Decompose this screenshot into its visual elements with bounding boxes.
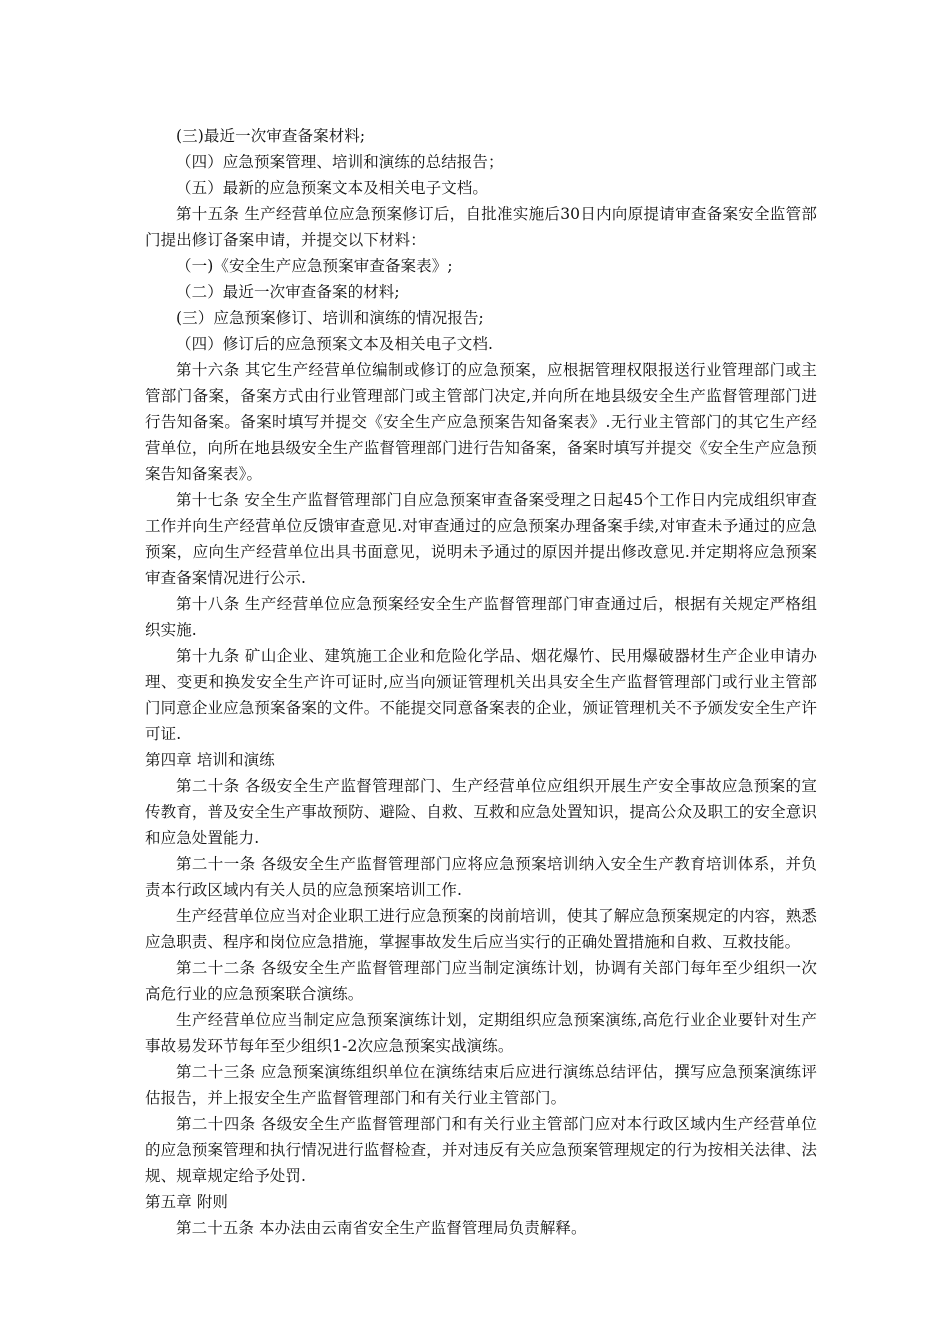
- article-paragraph: 第二十条 各级安全生产监督管理部门、生产经营单位应组织开展生产安全事故应急预案的宣传教育，普及安全生产事故预防、避险、自救、互救和应急处置知识，提高公众及职工的安全意识和应急处置能力.: [145, 777, 817, 847]
- article-paragraph: 第二十二条 各级安全生产监督管理部门应当制定演练计划，协调有关部门每年至少组织一次高危行业的应急预案联合演练。: [145, 959, 817, 1003]
- list-item: （五）最新的应急预案文本及相关电子文档。: [176, 179, 489, 197]
- document-body: [145, 123, 817, 1241]
- article-paragraph: 生产经营单位应当对企业职工进行应急预案的岗前培训，使其了解应急预案规定的内容，熟悉应急职责、程序和岗位应急措施，掌握事故发生后应当实行的正确处置措施和自救、互救技能。: [145, 907, 817, 951]
- chapter-heading: 第四章 培训和演练: [145, 751, 275, 769]
- list-item: （一)《安全生产应急预案审查备案表》;: [176, 257, 453, 275]
- article-paragraph: 第十九条 矿山企业、建筑施工企业和危险化学品、烟花爆竹、民用爆破器材生产企业申请办理、变更和换发安全生产许可证时,应当向颁证管理机关出具安全生产监督管理部门或行业主管部门同意企业应急预案备案的文件。不能提交同意备案表的企业，颁证管理机关不予颁发安全生产许可证.: [145, 647, 817, 743]
- chapter-heading: 第五章 附则: [145, 1193, 229, 1211]
- article-paragraph: 生产经营单位应当制定应急预案演练计划，定期组织应急预案演练,高危行业企业要针对生产事故易发环节每年至少组织1-2次应急预案实战演练。: [145, 1011, 817, 1055]
- article-paragraph: 第二十一条 各级安全生产监督管理部门应将应急预案培训纳入安全生产教育培训体系，并负责本行政区域内有关人员的应急预案培训工作.: [145, 855, 817, 899]
- article-paragraph: 第十八条 生产经营单位应急预案经安全生产监督管理部门审查通过后，根据有关规定严格组织实施.: [145, 595, 817, 639]
- article-paragraph: 第二十三条 应急预案演练组织单位在演练结束后应进行演练总结评估，撰写应急预案演练评估报告，并上报安全生产监督管理部门和有关行业主管部门。: [145, 1063, 817, 1107]
- list-item: （四）修订后的应急预案文本及相关电子文档.: [176, 335, 494, 353]
- list-item: (三)最近一次审查备案材料;: [176, 127, 366, 145]
- article-paragraph: 第十五条 生产经营单位应急预案修订后，自批准实施后30日内向原提请审查备案安全监管部门提出修订备案申请，并提交以下材料：: [145, 205, 817, 249]
- article-paragraph: 第二十五条 本办法由云南省安全生产监督管理局负责解释。: [176, 1219, 587, 1237]
- article-paragraph: 第二十四条 各级安全生产监督管理部门和有关行业主管部门应对本行政区域内生产经营单位的应急预案管理和执行情况进行监督检查，并对违反有关应急预案管理规定的行为按相关法律、法规、规章规定给予处罚.: [145, 1115, 817, 1185]
- article-paragraph: 第十六条 其它生产经营单位编制或修订的应急预案，应根据管理权限报送行业管理部门或主管部门备案，备案方式由行业管理部门或主管部门决定,并向所在地县级安全生产监督管理部门进行告知备案。备案时填写并提交《安全生产应急预案告知备案表》.无行业主管部门的其它生产经营单位，向所在地县级安全生产监督管理部门进行告知备案，备案时填写并提交《安全生产应急预案告知备案表》。: [145, 361, 817, 483]
- list-item: （二）最近一次审查备案的材料;: [176, 283, 400, 301]
- article-paragraph: 第十七条 安全生产监督管理部门自应急预案审查备案受理之日起45个工作日内完成组织审查工作并向生产经营单位反馈审查意见.对审查通过的应急预案办理备案手续,对审查未予通过的应急预案，应向生产经营单位出具书面意见，说明未予通过的原因并提出修改意见.并定期将应急预案审查备案情况进行公示.: [145, 491, 817, 587]
- list-item: (三）应急预案修订、培训和演练的情况报告;: [176, 309, 484, 327]
- list-item: （四）应急预案管理、培训和演练的总结报告；: [176, 153, 504, 171]
